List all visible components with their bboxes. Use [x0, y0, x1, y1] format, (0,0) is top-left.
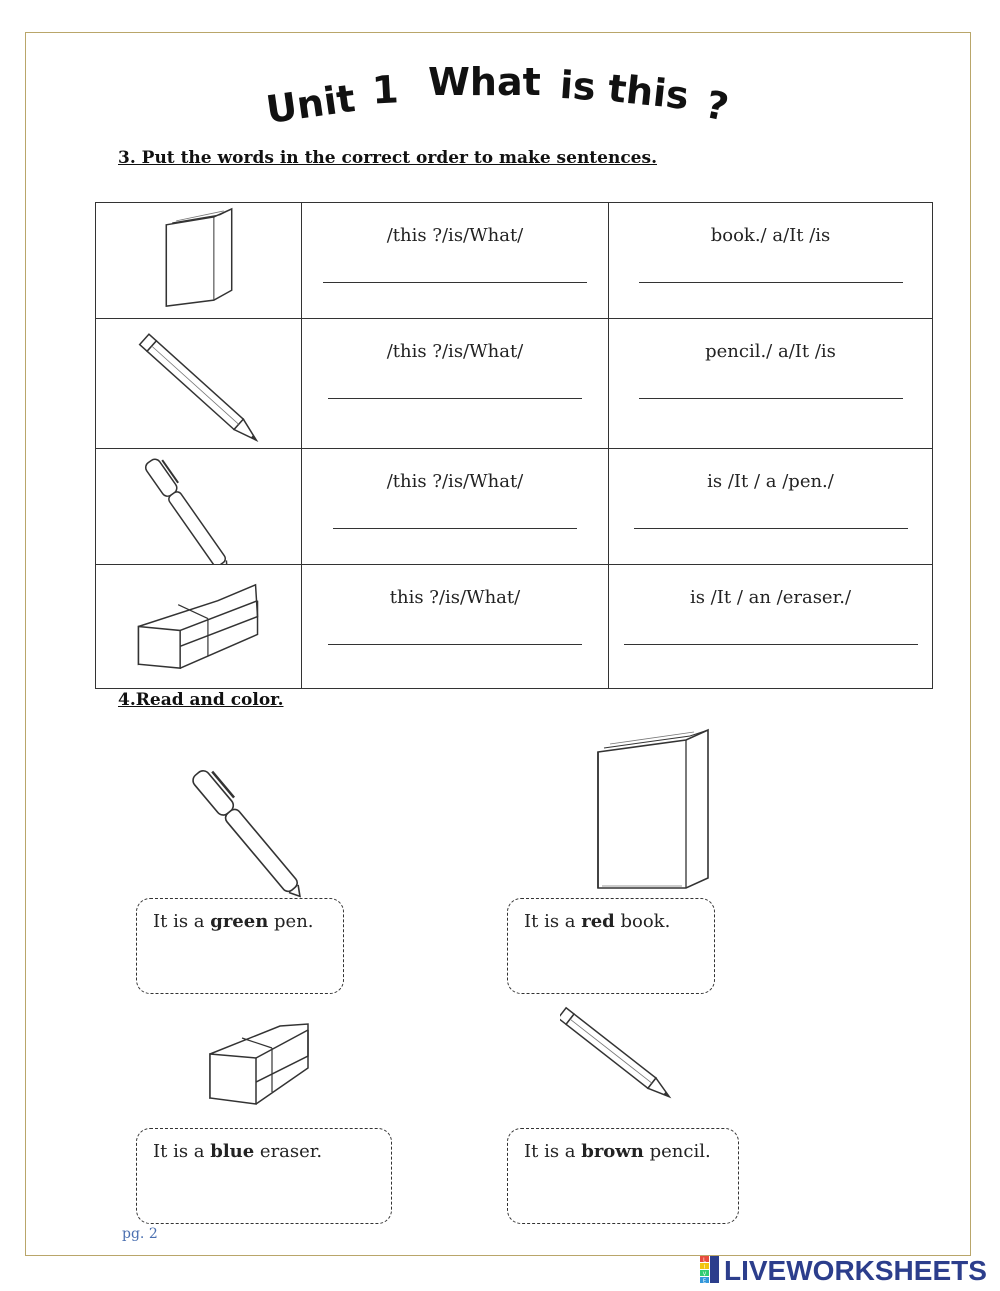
eraser-icon[interactable] [200, 1016, 320, 1116]
title-word: What [428, 60, 541, 104]
answer-line[interactable] [639, 398, 903, 399]
book-icon [96, 203, 301, 318]
sentence-text: pen. [268, 911, 314, 932]
sentence-text: It is a [524, 911, 582, 932]
scrambled-answer: is /It / a /pen./ [707, 471, 834, 492]
picture-cell [96, 203, 302, 319]
book-icon[interactable] [590, 728, 720, 892]
scrambled-question: /this ?/is/What/ [386, 471, 524, 492]
pen-icon[interactable] [190, 760, 320, 900]
sentence-text: eraser. [254, 1141, 323, 1162]
answer-line[interactable] [624, 644, 918, 645]
color-word: blue [210, 1141, 255, 1162]
color-sentence-box [507, 898, 715, 994]
brand-letter: E [702, 1278, 707, 1285]
brand-name[interactable]: LIVEWORKSHEETS [724, 1255, 987, 1286]
sentence-text: book. [614, 911, 671, 932]
scrambled-question: /this ?/is/What/ [386, 341, 524, 362]
question-cell [302, 319, 609, 449]
picture-cell [96, 565, 302, 689]
table-row [96, 565, 933, 689]
scrambled-answer: book./ a/It /is [710, 225, 831, 246]
table-row [96, 449, 933, 565]
question-cell [302, 449, 609, 565]
liveworksheets-logo-icon [698, 1254, 722, 1286]
sentence-text: It is a [524, 1141, 582, 1162]
answer-line[interactable] [639, 282, 903, 283]
scrambled-question: this ?/is/What/ [389, 587, 521, 608]
sentence-text: It is a [153, 1141, 211, 1162]
scrambled-answer: is /It / an /eraser./ [689, 587, 852, 608]
answer-cell [609, 319, 933, 449]
answer-line[interactable] [323, 282, 587, 283]
title-word: is [558, 62, 598, 110]
brand-letter: I [703, 1264, 706, 1271]
title-word: ? [701, 82, 733, 130]
exercise3-heading: 3. Put the words in the correct order to make sentences. [118, 148, 657, 168]
answer-line[interactable] [328, 398, 582, 399]
answer-line[interactable] [328, 644, 582, 645]
title-word: Unit [263, 76, 358, 132]
question-cell [302, 565, 609, 689]
answer-cell [609, 449, 933, 565]
pen-icon [96, 449, 301, 564]
color-word: green [210, 911, 269, 932]
color-sentence-box [507, 1128, 739, 1224]
answer-cell [609, 565, 933, 689]
pencil-icon[interactable] [560, 1004, 680, 1114]
scrambled-answer: pencil./ a/It /is [705, 341, 836, 362]
scrambled-question: /this ?/is/What/ [386, 225, 524, 246]
exercise3-table [95, 202, 933, 689]
exercise4-heading: 4.Read and color. [118, 690, 284, 710]
table-row [96, 319, 933, 449]
brand-letter: L [703, 1257, 706, 1264]
color-sentence-box [136, 898, 344, 994]
sentence-text: It is a [153, 911, 211, 932]
eraser-icon [96, 565, 301, 688]
brand-letter: V [702, 1271, 707, 1278]
title-word: 1 [370, 67, 400, 113]
answer-cell [609, 203, 933, 319]
page-number: pg. 2 [122, 1226, 158, 1242]
picture-cell [96, 319, 302, 449]
color-sentence-box [136, 1128, 392, 1224]
answer-line[interactable] [333, 528, 577, 529]
pencil-icon [96, 319, 301, 448]
color-word: brown [581, 1141, 644, 1162]
picture-cell [96, 449, 302, 565]
title-word: this [605, 65, 691, 119]
color-word: red [581, 911, 615, 932]
question-cell [302, 203, 609, 319]
table-row [96, 203, 933, 319]
sentence-text: pencil. [643, 1141, 711, 1162]
page-title [0, 52, 1000, 132]
answer-line[interactable] [634, 528, 908, 529]
